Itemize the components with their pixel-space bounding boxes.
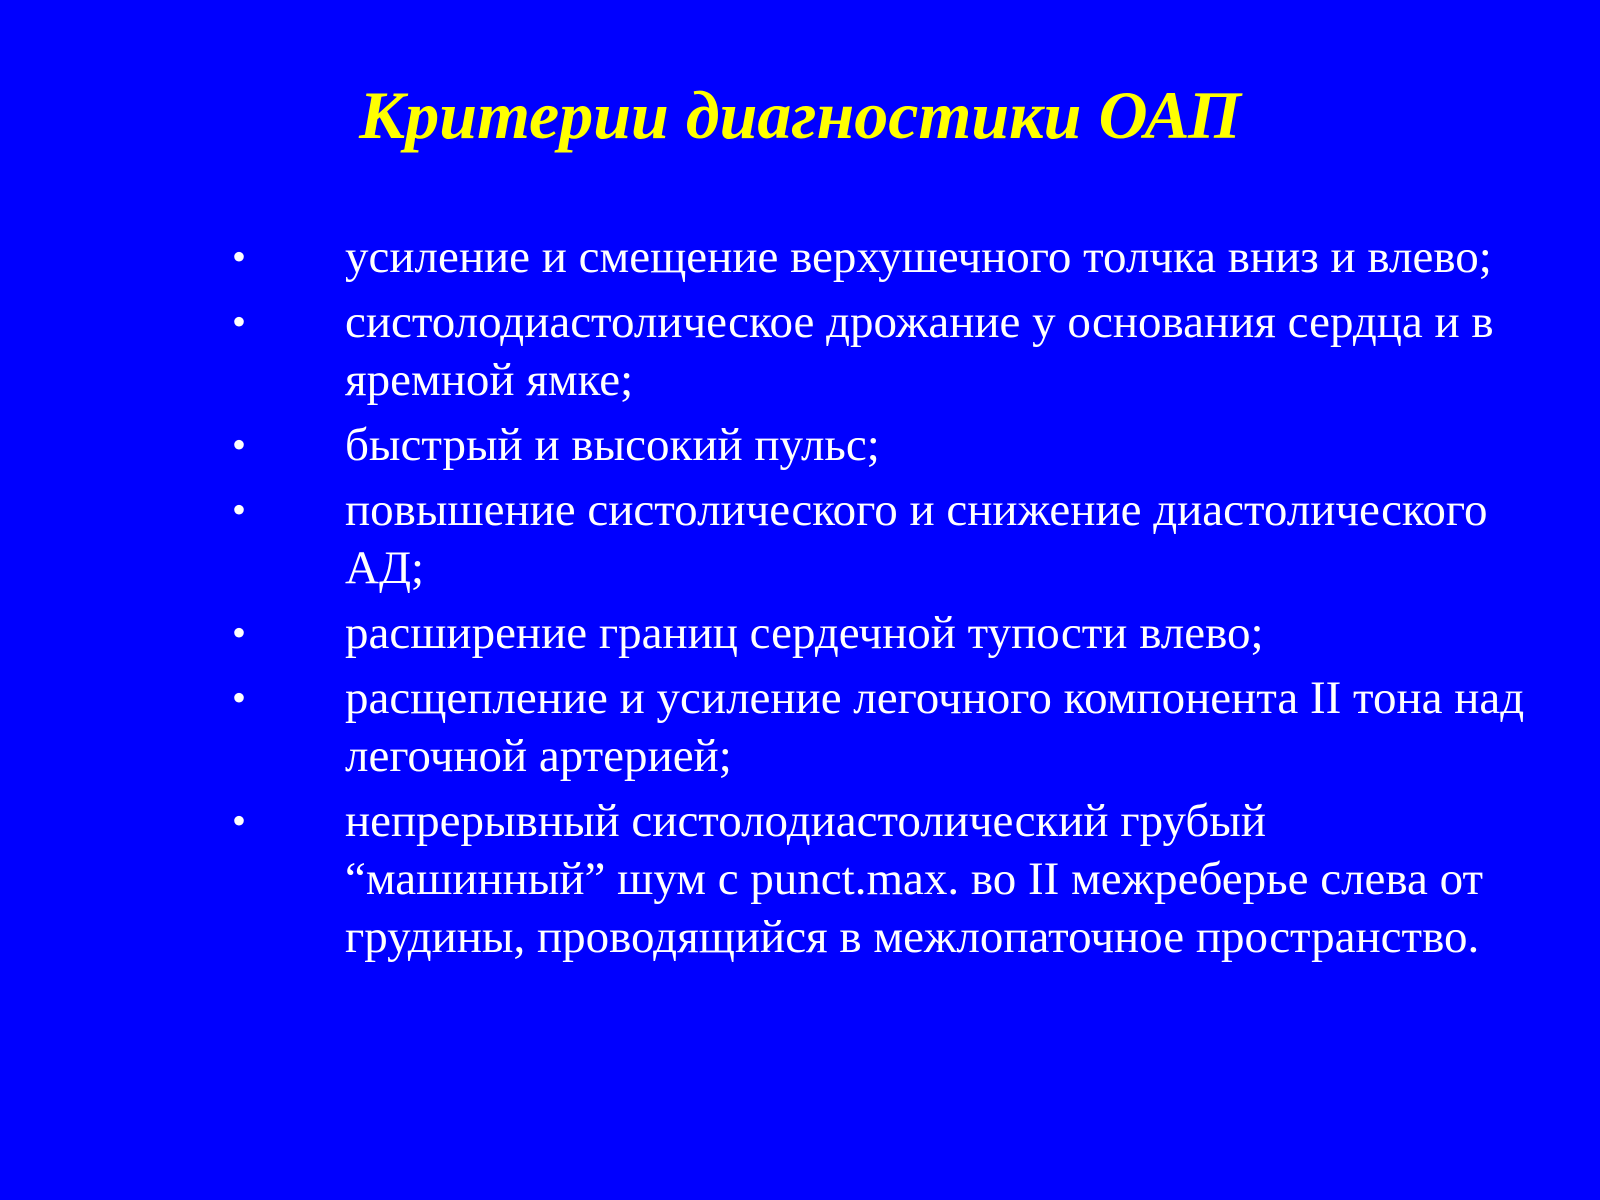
bullet-icon: •: [232, 798, 247, 843]
list-item: [230, 669, 1530, 785]
bullet-icon: •: [232, 675, 247, 720]
list-item: [230, 293, 1530, 409]
list-item-text: усиление и смещение верхушечного толчка вниз и влево;: [345, 231, 1492, 283]
bullet-icon: •: [232, 422, 247, 467]
list-item: [230, 228, 1530, 286]
list-item-text: систолодиастолическое дрожание у основания сердца и в яремной ямке;: [345, 296, 1494, 406]
list-item: [230, 481, 1530, 597]
criteria-list: [230, 228, 1530, 973]
list-item: [230, 604, 1530, 662]
bullet-icon: •: [232, 234, 247, 279]
list-item-text: повышение систолического и снижение диастолического АД;: [345, 484, 1488, 594]
list-item-text: быстрый и высокий пульс;: [345, 419, 880, 471]
list-item: [230, 416, 1530, 474]
list-item: [230, 792, 1530, 966]
bullet-icon: •: [232, 487, 247, 532]
list-item-text: расщепление и усиление легочного компонента II тона над легочной артерией;: [345, 672, 1525, 782]
bullet-icon: •: [232, 610, 247, 655]
slide-title: Критерии диагностики ОАП: [359, 77, 1241, 153]
list-item-text: расширение границ сердечной тупости влево;: [345, 607, 1264, 659]
bullet-icon: •: [232, 299, 247, 344]
list-item-text: непрерывный систолодиастолический грубый “машинный” шум с punct.max. во II межреберье слева от грудины, проводящийся в межлопаточное пространство.: [345, 795, 1483, 963]
